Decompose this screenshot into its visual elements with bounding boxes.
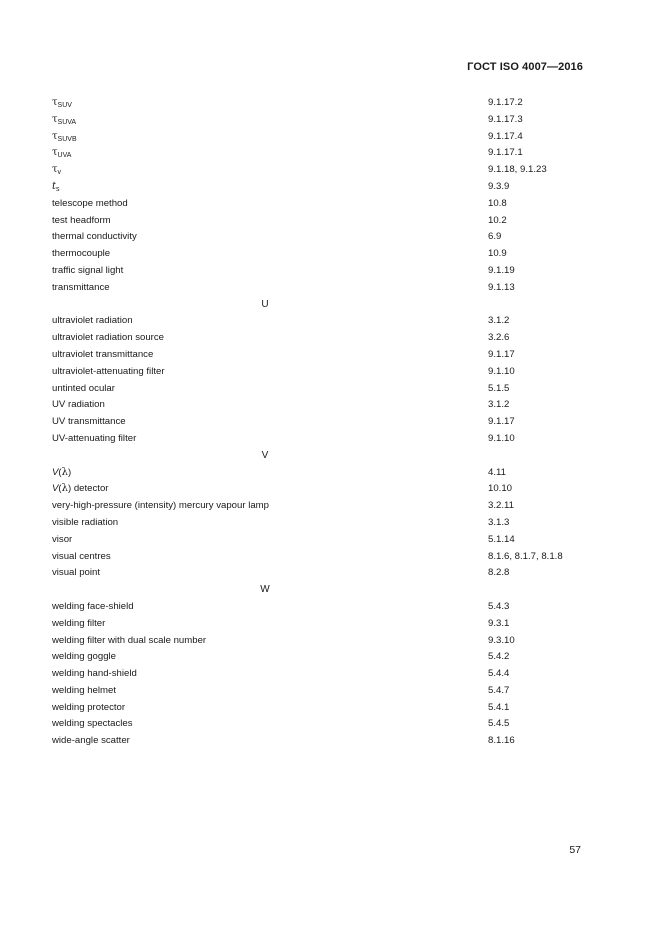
index-reference: 9.1.10	[488, 432, 515, 444]
index-reference: 5.1.5	[488, 382, 510, 394]
index-entry	[52, 683, 572, 700]
index-reference: 8.1.16	[488, 735, 515, 747]
symbol-paren-open: (	[58, 466, 62, 478]
index-reference: 5.4.4	[488, 668, 510, 680]
index-entry	[52, 515, 572, 532]
index-reference: 9.1.10	[488, 365, 515, 377]
index-term: transmittance	[52, 281, 110, 293]
symbol-subscript: UVA	[57, 152, 72, 160]
index-entry	[52, 129, 572, 146]
index-entry	[52, 313, 572, 330]
index-entry	[52, 280, 572, 297]
index-entry	[52, 179, 572, 196]
index-reference: 10.8	[488, 197, 507, 209]
index-term	[52, 465, 71, 482]
index-reference: 8.1.6, 8.1.7, 8.1.8	[488, 550, 563, 562]
index-entry	[52, 481, 572, 498]
index-entry	[52, 649, 572, 666]
index-term: UV transmittance	[52, 416, 126, 428]
index-term: welding helmet	[52, 684, 116, 696]
symbol-paren-close: )	[67, 483, 72, 495]
index-term: very-high-pressure (intensity) mercury vapour lamp	[52, 500, 269, 512]
symbol-subscript: s	[56, 185, 60, 193]
index-entry	[52, 465, 572, 482]
index-term: ultraviolet radiation source	[52, 332, 164, 344]
index-entry	[52, 716, 572, 733]
index-reference: 5.4.7	[488, 684, 510, 696]
index-term: wide-angle scatter	[52, 735, 130, 747]
index-reference: 9.1.18, 9.1.23	[488, 164, 547, 176]
index-term: visible radiation	[52, 516, 119, 528]
index-entry	[52, 498, 572, 515]
index-reference: 9.3.9	[488, 180, 510, 192]
symbol-subscript: SUVA	[57, 118, 77, 126]
index-reference: 4.11	[488, 466, 506, 478]
index-term: welding spectacles	[52, 718, 133, 730]
index-entry	[52, 112, 572, 129]
index-entry	[52, 213, 572, 230]
index-term	[52, 112, 76, 129]
index-term	[52, 145, 71, 162]
index-entry	[52, 246, 572, 263]
symbol-paren-close: )	[67, 466, 72, 478]
symbol-subscript: v	[57, 169, 62, 177]
index-reference: 3.1.2	[488, 399, 510, 411]
index-reference: 9.1.19	[488, 264, 515, 276]
index-reference: 9.1.17	[488, 348, 515, 360]
index-letter-heading	[52, 297, 572, 314]
index-reference: 5.4.1	[488, 701, 510, 713]
symbol-lambda: λ	[61, 483, 68, 495]
letter-heading-text: V	[261, 449, 269, 461]
document-header: ГОСТ ISO 4007—2016	[467, 61, 583, 73]
index-entry	[52, 381, 572, 398]
index-reference: 3.1.3	[488, 516, 510, 528]
index-term	[52, 481, 109, 498]
index-term: thermocouple	[52, 248, 111, 260]
index-term: ultraviolet radiation	[52, 315, 133, 327]
index-reference: 10.2	[488, 214, 507, 226]
index-term: UV radiation	[52, 399, 105, 411]
term-suffix: detector	[71, 483, 109, 495]
index-term: traffic signal light	[52, 264, 124, 276]
symbol-base: τ	[52, 97, 58, 108]
index-reference: 9.1.17.3	[488, 113, 523, 125]
index-letter-heading	[52, 448, 572, 465]
index-term: welding goggle	[52, 651, 117, 663]
index-entry	[52, 666, 572, 683]
index-reference: 5.1.14	[488, 533, 515, 545]
index-entry	[52, 414, 572, 431]
index-entry	[52, 633, 572, 650]
index-term: welding filter	[52, 617, 106, 629]
index-entry	[52, 733, 572, 750]
index-term: ultraviolet-attenuating filter	[52, 365, 165, 377]
index-entry	[52, 616, 572, 633]
letter-heading-text: W	[260, 584, 270, 596]
index-term: untinted ocular	[52, 382, 115, 394]
index-entry	[52, 263, 572, 280]
symbol-base: τ	[52, 113, 58, 125]
index-reference: 9.3.10	[488, 634, 515, 646]
index-reference: 9.3.1	[488, 617, 510, 629]
symbol-subscript: SUV	[57, 102, 72, 109]
index-reference: 9.1.17.2	[488, 97, 523, 108]
index-entry	[52, 330, 572, 347]
symbol-base: τ	[52, 130, 58, 142]
index-reference: 5.4.3	[488, 600, 510, 612]
index-reference: 9.1.13	[488, 281, 515, 293]
index-reference: 9.1.17.4	[488, 130, 523, 142]
index-entry	[52, 549, 572, 566]
index-term: thermal conductivity	[52, 231, 137, 243]
symbol-subscript: SUVB	[57, 135, 77, 143]
alphabetical-index	[52, 95, 572, 750]
index-reference: 5.4.2	[488, 651, 510, 663]
index-term: welding hand-shield	[52, 668, 137, 680]
letter-heading-text: U	[261, 298, 269, 310]
index-term: visual centres	[52, 550, 111, 562]
index-reference: 9.1.17.1	[488, 147, 523, 159]
index-reference: 3.1.2	[488, 315, 510, 327]
symbol-v: V	[52, 483, 59, 495]
symbol-paren-open: (	[58, 483, 62, 495]
index-reference: 8.2.8	[488, 567, 510, 579]
symbol-base: t	[52, 180, 57, 192]
index-reference: 6.9	[488, 231, 502, 243]
index-term	[52, 179, 60, 196]
symbol-lambda: λ	[61, 466, 68, 478]
index-entry	[52, 162, 572, 179]
index-entry	[52, 397, 572, 414]
index-term: visual point	[52, 567, 100, 579]
index-letter-heading	[52, 582, 572, 599]
index-reference: 3.2.11	[488, 500, 514, 512]
index-reference: 3.2.6	[488, 332, 510, 344]
index-reference: 10.10	[488, 483, 513, 495]
index-term: welding face-shield	[52, 600, 134, 612]
index-term: test headform	[52, 214, 111, 226]
page-number: 57	[569, 844, 581, 856]
index-entry	[52, 599, 572, 616]
index-reference: 5.4.5	[488, 718, 510, 730]
index-entry	[52, 347, 572, 364]
index-entry	[52, 700, 572, 717]
index-term: welding filter with dual scale number	[52, 634, 207, 646]
index-entry	[52, 145, 572, 162]
index-entry	[52, 229, 572, 246]
index-term: telescope method	[52, 197, 128, 209]
symbol-v: V	[52, 466, 59, 478]
symbol-base: τ	[52, 164, 58, 176]
index-reference: 9.1.17	[488, 416, 515, 428]
index-entry	[52, 364, 572, 381]
index-term: welding protector	[52, 701, 126, 713]
index-term	[52, 162, 61, 179]
index-entry	[52, 95, 572, 112]
index-term: UV-attenuating filter	[52, 432, 137, 444]
index-entry	[52, 196, 572, 213]
symbol-base: τ	[52, 147, 58, 159]
index-entry	[52, 565, 572, 582]
index-entry	[52, 431, 572, 448]
index-reference: 10.9	[488, 248, 507, 260]
index-entry	[52, 532, 572, 549]
index-term	[52, 95, 72, 112]
index-term: ultraviolet transmittance	[52, 348, 154, 360]
index-term: visor	[52, 533, 73, 545]
index-term	[52, 129, 77, 146]
